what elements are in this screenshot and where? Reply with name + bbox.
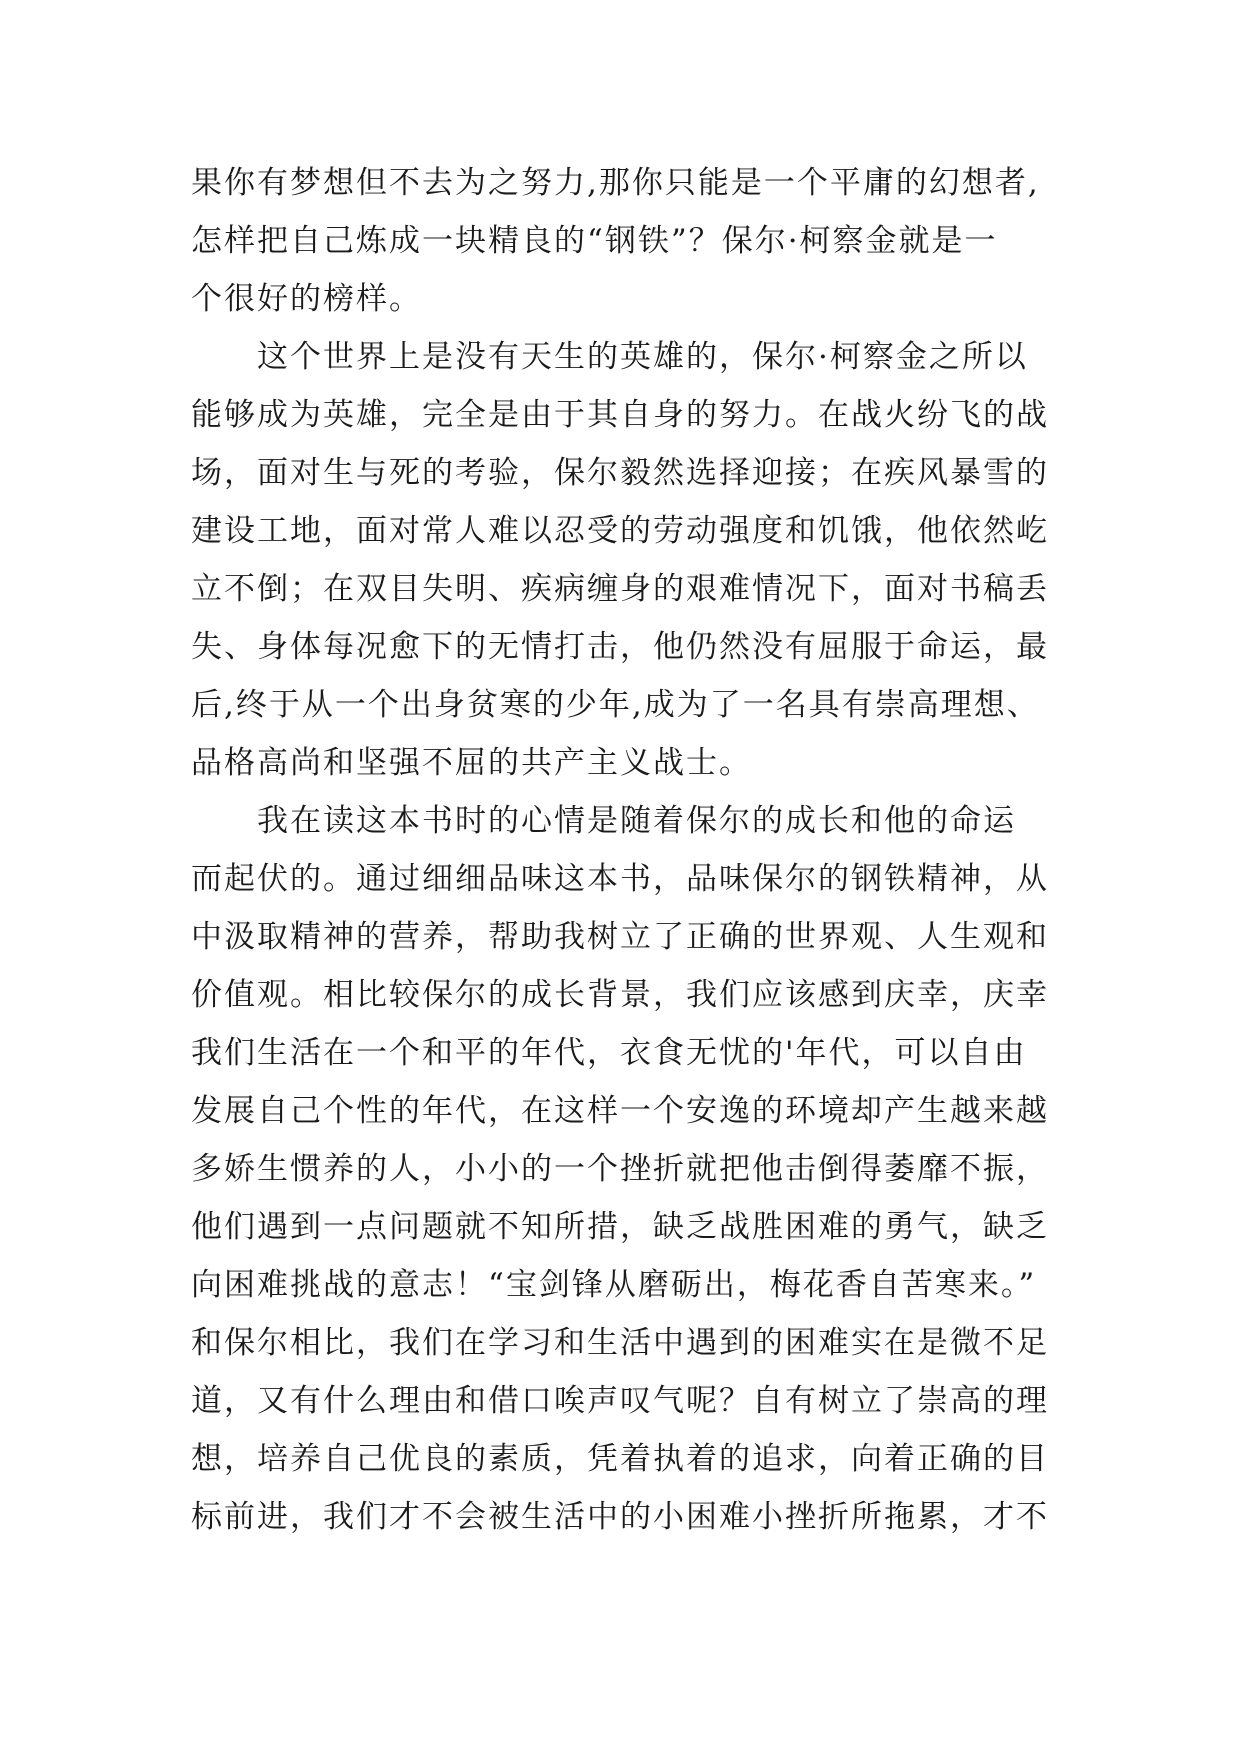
text-line: 果你有梦想但不去为之努力,那你只能是一个平庸的幻想者, [191, 165, 1040, 201]
text-line: 品格高尚和坚强不屈的共产主义战士。 [191, 745, 752, 781]
text-line: 向困难挑战的意志！“宝剑锋从磨砺出，梅花香自苦寒来。” [191, 1267, 1037, 1303]
text-line: 中汲取精神的营养，帮助我树立了正确的世界观、人生观和 [191, 919, 1049, 955]
text-line: 失、身体每况愈下的无情打击，他仍然没有屈服于命运，最 [191, 629, 1049, 665]
text-line: 道，又有什么理由和借口唉声叹气呢？自有树立了崇高的理 [191, 1383, 1049, 1419]
text-line: 而起伏的。通过细细品味这本书，品味保尔的钢铁精神，从 [191, 861, 1049, 897]
text-line: 能够成为英雄，完全是由于其自身的努力。在战火纷飞的战 [191, 397, 1049, 433]
text-line: 发展自己个性的年代，在这样一个安逸的环境却产生越来越 [191, 1093, 1049, 1129]
paragraph-start-line: 我在读这本书时的心情是随着保尔的成长和他的命运 [191, 803, 1016, 839]
text-line: 我们生活在一个和平的年代，衣食无忧的'年代，可以自由 [191, 1035, 1027, 1071]
text-line: 和保尔相比，我们在学习和生活中遇到的困难实在是微不足 [191, 1325, 1049, 1361]
text-line: 怎样把自己炼成一块精良的“钢铁”？保尔·柯察金就是一 [191, 223, 998, 259]
text-line: 他们遇到一点问题就不知所措，缺乏战胜困难的勇气，缺乏 [191, 1209, 1049, 1245]
text-line: 多娇生惯养的人，小小的一个挫折就把他击倒得萎靡不振， [191, 1151, 1049, 1187]
text-line: 个很好的榜样。 [191, 281, 422, 317]
document-body [191, 154, 1081, 1546]
text-line: 价值观。相比较保尔的成长背景，我们应该感到庆幸，庆幸 [191, 977, 1049, 1013]
text-line: 建设工地，面对常人难以忍受的劳动强度和饥饿，他依然屹 [191, 513, 1049, 549]
text-line: 立不倒；在双目失明、疾病缠身的艰难情况下，面对书稿丢 [191, 571, 1049, 607]
text-line: 标前进，我们才不会被生活中的小困难小挫折所拖累，才不 [191, 1499, 1049, 1535]
text-line: 场，面对生与死的考验，保尔毅然选择迎接；在疾风暴雪的 [191, 455, 1049, 491]
paragraph-start-line: 这个世界上是没有天生的英雄的，保尔·柯察金之所以 [191, 339, 1028, 375]
text-line: 后,终于从一个出身贫寒的少年,成为了一名具有崇高理想、 [191, 687, 1040, 723]
text-line: 想，培养自己优良的素质，凭着执着的追求，向着正确的目 [191, 1441, 1049, 1477]
